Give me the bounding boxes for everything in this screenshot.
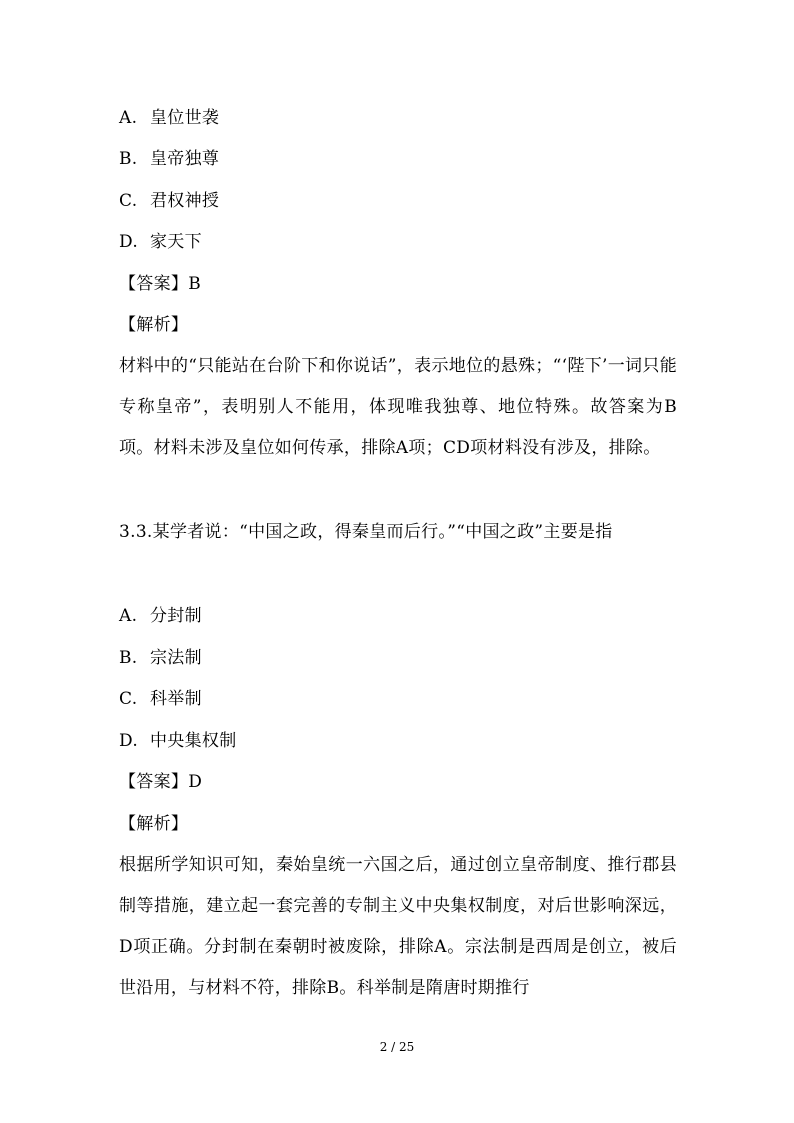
- option-letter: A.: [119, 108, 138, 128]
- q2-option-c: [119, 189, 679, 213]
- q3-analysis-heading: 【解析】: [119, 814, 189, 834]
- q2-option-d: [119, 230, 679, 254]
- option-letter: A.: [119, 606, 138, 626]
- option-text: 皇位世袭: [150, 108, 220, 128]
- q3-option-a: [119, 604, 679, 628]
- q3-analysis-text: 根据所学知识可知，秦始皇统一六国之后，通过创立皇帝制度、推行郡县制等措施，建立起一套完善的专制主义中央集权制度，对后世影响深远，D项正确。分封制在秦朝时被废除，排除A。宗法制是西周是创立，被后世沿用，与材料不符，排除B。科举制是隋唐时期推行: [119, 855, 677, 998]
- option-letter: B.: [119, 149, 138, 169]
- q3-answer: 【答案】D: [119, 772, 203, 792]
- option-letter: C.: [119, 689, 138, 709]
- q3-stem: 3.3.某学者说：“中国之政，得秦皇而后行。”“中国之政”主要是指: [119, 522, 613, 542]
- option-text: 中央集权制: [150, 731, 237, 751]
- option-text: 家天下: [150, 232, 202, 252]
- option-text: 皇帝独尊: [150, 149, 220, 169]
- q2-analysis-heading: 【解析】: [119, 315, 189, 335]
- option-letter: D.: [119, 731, 139, 751]
- option-letter: B.: [119, 648, 138, 668]
- q2-analysis-text: 材料中的“只能站在台阶下和你说话”，表示地位的悬殊；“‘陛下’一词只能专称皇帝”，表明别人不能用，体现唯我独尊、地位特殊。故答案为B项。材料未涉及皇位如何传承，排除A项；CD项材料没有涉及，排除。: [119, 356, 677, 458]
- option-text: 科举制: [150, 689, 202, 709]
- page-number: 2 / 25: [379, 1040, 415, 1054]
- q2-option-b: [119, 147, 679, 171]
- q3-option-d: [119, 729, 679, 753]
- q2-option-a: [119, 106, 679, 130]
- option-text: 君权神授: [150, 191, 220, 211]
- option-text: 宗法制: [150, 648, 202, 668]
- option-text: 分封制: [150, 606, 202, 626]
- q3-option-c: [119, 687, 679, 711]
- q3-option-b: [119, 646, 679, 670]
- q2-answer: 【答案】B: [119, 274, 201, 294]
- option-letter: D.: [119, 232, 139, 252]
- option-letter: C.: [119, 191, 138, 211]
